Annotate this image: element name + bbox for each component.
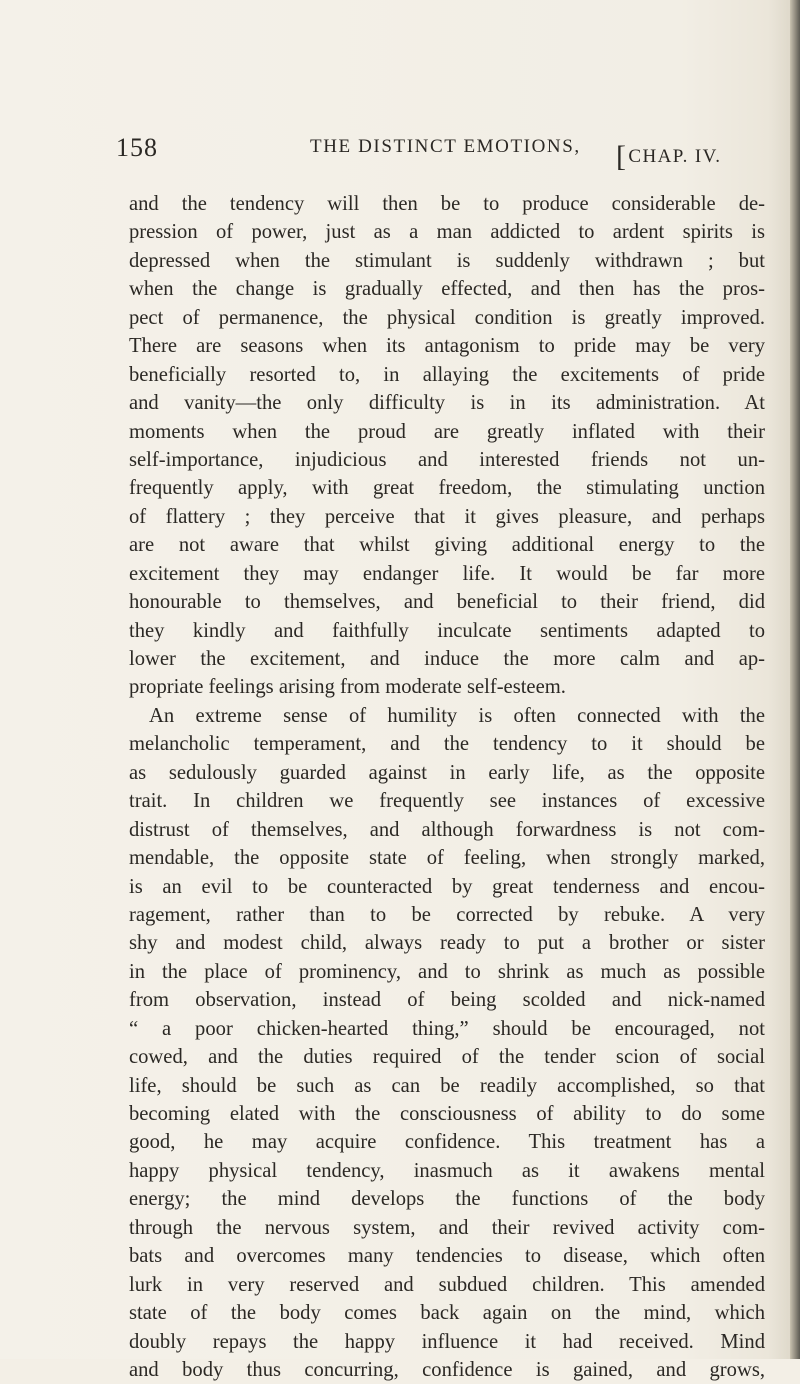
- text-line: they kindly and faithfully inculcate sentiments adapted to: [129, 619, 765, 642]
- body-text: [129, 190, 765, 1384]
- text-line: distrust of themselves, and although forwardness is not com-: [129, 818, 765, 841]
- text-line: melancholic temperament, and the tendency to it should be: [129, 733, 765, 756]
- text-line: ragement, rather than to be corrected by rebuke. A very: [129, 903, 765, 926]
- text-line: life, should be such as can be readily accomplished, so that: [129, 1074, 765, 1097]
- text-line: depressed when the stimulant is suddenly withdrawn ; but: [129, 249, 765, 272]
- text-line: honourable to themselves, and beneficial to their friend, did: [129, 591, 765, 614]
- text-line: propriate feelings arising from moderate self-esteem.: [129, 676, 566, 699]
- text-line: shy and modest child, always ready to put a brother or sister: [129, 932, 765, 955]
- text-line: “ a poor chicken-hearted thing,” should be encouraged, not: [129, 1017, 765, 1040]
- text-line: frequently apply, with great freedom, the stimulating unction: [129, 477, 765, 500]
- text-line: as sedulously guarded against in early life, as the opposite: [129, 761, 765, 784]
- text-line: An extreme sense of humility is often connected with the: [149, 704, 765, 727]
- text-line: doubly repays the happy influence it had received. Mind: [129, 1330, 765, 1353]
- running-title: THE DISTINCT EMOTIONS,: [310, 136, 581, 157]
- text-line: of flattery ; they perceive that it gives pleasure, and perhaps: [129, 505, 765, 528]
- text-line: self-importance, injudicious and interested friends not un-: [129, 448, 765, 471]
- text-line: good, he may acquire confidence. This treatment has a: [129, 1131, 765, 1154]
- text-line: bats and overcomes many tendencies to disease, which often: [129, 1245, 765, 1268]
- text-line: trait. In children we frequently see instances of excessive: [129, 790, 765, 813]
- chapter-bracket: [: [616, 140, 628, 173]
- text-line: pect of permanence, the physical condition is greatly improved.: [129, 306, 765, 329]
- text-line: energy; the mind develops the functions of the body: [129, 1188, 765, 1211]
- text-line: mendable, the opposite state of feeling, when strongly marked,: [129, 847, 765, 870]
- text-line: pression of power, just as a man addicted to ardent spirits is: [129, 221, 765, 244]
- text-line: state of the body comes back again on the mind, which: [129, 1302, 765, 1325]
- text-line: lurk in very reserved and subdued children. This amended: [129, 1273, 765, 1296]
- text-line: lower the excitement, and induce the more calm and ap-: [129, 648, 765, 670]
- text-line: in the place of prominency, and to shrink as much as possible: [129, 960, 765, 983]
- text-line: becoming elated with the consciousness of ability to do some: [129, 1103, 765, 1125]
- text-line: happy physical tendency, inasmuch as it awakens mental: [129, 1159, 765, 1182]
- text-line: through the nervous system, and their revived activity com-: [129, 1216, 765, 1239]
- text-line: cowed, and the duties required of the tender scion of social: [129, 1046, 765, 1069]
- page-number: 158: [116, 133, 158, 162]
- text-line: and the tendency will then be to produce considerable de-: [129, 193, 765, 215]
- page-edge-shadow: [790, 0, 800, 1359]
- chapter-label: [616, 136, 722, 173]
- text-line: is an evil to be counteracted by great tenderness and encou-: [129, 875, 765, 898]
- text-line: and body thus concurring, confidence is gained, and grows,: [129, 1358, 765, 1381]
- text-line: excitement they may endanger life. It would be far more: [129, 562, 765, 585]
- text-line: are not aware that whilst giving additional energy to the: [129, 534, 765, 557]
- chapter-text: CHAP. IV.: [628, 146, 722, 167]
- text-line: There are seasons when its antagonism to pride may be very: [129, 335, 765, 358]
- text-line: and vanity—the only difficulty is in its administration. At: [129, 392, 765, 415]
- text-line: from observation, instead of being scolded and nick-named: [129, 989, 765, 1012]
- page-header: [116, 133, 766, 173]
- text-line: beneficially resorted to, in allaying the excitements of pride: [129, 363, 765, 386]
- text-line: moments when the proud are greatly inflated with their: [129, 420, 765, 443]
- text-line: when the change is gradually effected, and then has the pros-: [129, 278, 765, 301]
